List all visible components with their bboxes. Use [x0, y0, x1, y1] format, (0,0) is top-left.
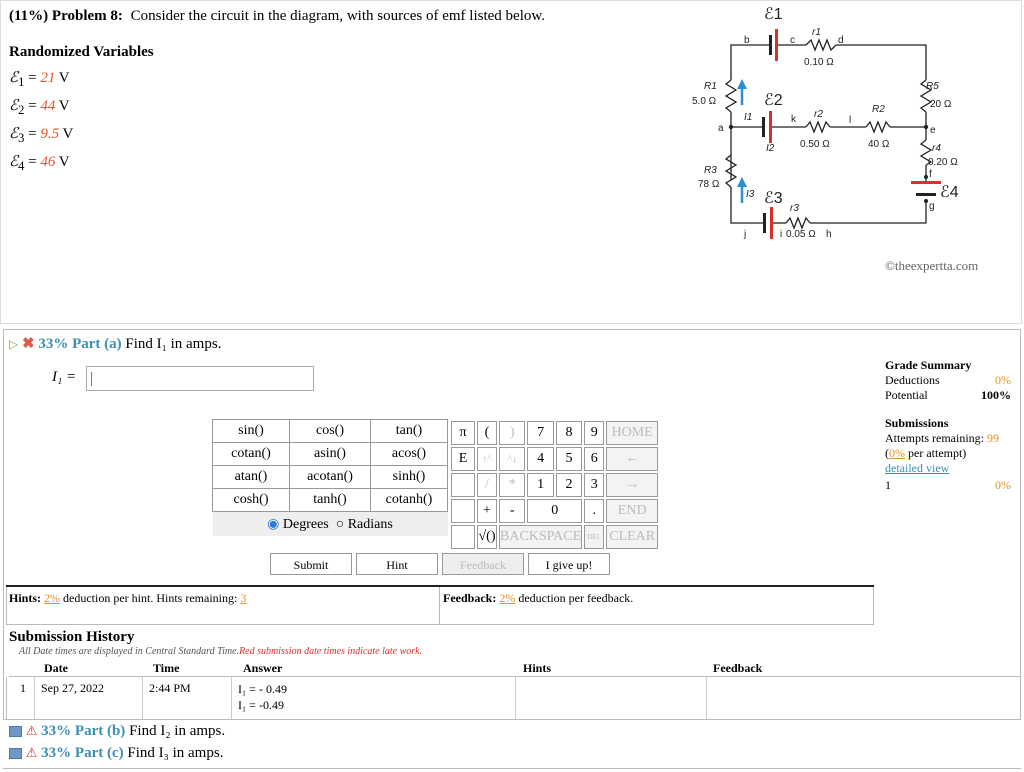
answer-line-2: I₁ = -0.49: [238, 698, 284, 712]
collapsed-icon[interactable]: [9, 726, 22, 737]
node-l: l: [849, 115, 852, 126]
part-c-question: Find I₃ in amps.: [127, 745, 224, 761]
func-key-cotan[interactable]: cotan(): [213, 443, 290, 466]
deductions-value: 0%: [995, 373, 1011, 387]
history-header-date: Date: [44, 661, 68, 675]
key-0[interactable]: 0: [527, 499, 582, 523]
feedback-button[interactable]: Feedback: [442, 553, 524, 575]
lparen-key[interactable]: (: [477, 421, 497, 445]
part-a-header[interactable]: [9, 334, 221, 353]
radians-label: Radians: [347, 516, 393, 532]
variable-emf3: ℰ$_3$ = 9.5 V: [9, 126, 74, 145]
minus-key[interactable]: -: [499, 499, 525, 523]
degrees-label: Degrees: [282, 516, 329, 532]
I2-label: I2: [766, 143, 775, 154]
key-2[interactable]: 2: [556, 473, 582, 497]
history-header-feedback: Feedback: [713, 661, 763, 675]
problem-text: Consider the circuit in the diagram, with sources of emf listed below.: [130, 8, 545, 24]
feedback-info: [443, 591, 633, 606]
problem-percent: (11%): [9, 8, 49, 24]
col-sep-2: [142, 677, 143, 719]
hints-info: [9, 591, 246, 606]
part-c-header[interactable]: [9, 745, 223, 762]
home-key[interactable]: HOME: [606, 421, 658, 445]
e-key[interactable]: E: [451, 447, 475, 471]
col-sep-1: [34, 677, 35, 719]
problem-header: [9, 8, 545, 25]
r4-value: 0.20 Ω: [928, 157, 958, 168]
part-b-percent: 33% Part (b): [41, 723, 126, 739]
per-attempt-text: per attempt): [905, 446, 967, 460]
blank-key-2: [451, 499, 475, 523]
r1-value: 0.10 Ω: [804, 57, 834, 68]
func-key-cos[interactable]: cos(): [290, 420, 371, 443]
emf1-label: ℰ1: [764, 6, 783, 23]
history-title: Submission History: [9, 629, 135, 645]
node-b: b: [744, 35, 750, 46]
R5-label: R5: [926, 81, 939, 92]
R1-label: R1: [704, 81, 717, 92]
node-i: i: [780, 229, 783, 240]
node-k: k: [791, 114, 796, 125]
variable-emf1: ℰ$_1$ = 21 V: [9, 70, 70, 89]
variable-emf2: ℰ$_2$ = 44 V: [9, 98, 70, 117]
potential-value: 100%: [981, 388, 1011, 402]
node-d: d: [838, 35, 844, 46]
blank-key: [451, 473, 475, 497]
col-sep-4: [515, 677, 516, 719]
col-sep-3: [231, 677, 232, 719]
bottom-rule: [3, 768, 1021, 769]
node-f: f: [929, 169, 932, 180]
R2-label: R2: [872, 104, 885, 115]
key-8[interactable]: 8: [556, 421, 582, 445]
rparen-key[interactable]: ): [499, 421, 525, 445]
R5-value: 20 Ω: [930, 99, 952, 110]
func-key-acos[interactable]: acos(): [371, 443, 448, 466]
radians-radio[interactable]: ○: [335, 516, 345, 532]
key-4[interactable]: 4: [527, 447, 553, 471]
func-key-sin[interactable]: sin(): [213, 420, 290, 443]
potential-label: Potential: [885, 388, 928, 402]
part-b-header[interactable]: [9, 723, 225, 740]
part-a-question: Find I₁ in amps.: [125, 336, 222, 352]
right-arrow-key[interactable]: →: [606, 473, 658, 497]
submission-deduction: 0%: [995, 478, 1011, 492]
submissions-title: Submissions: [885, 416, 949, 430]
circuit-diagram: [686, 5, 959, 247]
feedback-label: Feedback:: [443, 591, 497, 605]
backspace-key[interactable]: BACKSPACE: [499, 525, 582, 549]
func-key-cotanh[interactable]: cotanh(): [371, 489, 448, 512]
node-c: c: [790, 35, 795, 46]
attempts-value: 99: [986, 431, 999, 445]
history-note-text: All Date times are displayed in Central Standard Time.: [19, 646, 240, 657]
node-a: a: [718, 123, 724, 134]
I1-label: I1: [744, 112, 753, 123]
text-cursor: [91, 372, 92, 386]
submit-button[interactable]: Submit: [270, 553, 352, 575]
func-key-sinh[interactable]: sinh(): [371, 466, 448, 489]
multiply-key[interactable]: *: [499, 473, 525, 497]
end-key[interactable]: END: [606, 499, 658, 523]
part-a-percent: 33% Part (a): [38, 336, 122, 352]
R2-value: 40 Ω: [868, 139, 890, 150]
func-key-tan[interactable]: tan(): [371, 420, 448, 443]
answer-line-1: I₁ = - 0.49: [238, 682, 287, 696]
node-j: j: [744, 229, 747, 240]
key-6[interactable]: 6: [584, 447, 604, 471]
submission-number: 1: [885, 478, 891, 492]
warning-icon: ⚠: [25, 723, 38, 738]
clear-key[interactable]: CLEAR: [606, 525, 658, 549]
emf2-label: ℰ2: [764, 92, 783, 109]
angle-mode: [213, 512, 448, 537]
hints-text: deduction per hint. Hints remaining:: [60, 591, 241, 605]
r3-label: r3: [790, 203, 799, 214]
hints-pct: 2%: [44, 591, 61, 605]
emf4-label: ℰ4: [940, 184, 959, 201]
feedback-pct: 2%: [499, 591, 516, 605]
history-note: [19, 646, 422, 657]
superscript-down-key[interactable]: ^↓: [499, 447, 525, 471]
grade-summary: Grade Summary Deductions 0% Potential 100% Submissions Attempts remaining: 99 (0% per attempt) detailed view 1 0%: [885, 358, 1011, 492]
feedback-text: deduction per feedback.: [515, 591, 634, 605]
degrees-radio[interactable]: ◉: [267, 516, 280, 532]
r3-value: 0.05 Ω: [786, 229, 816, 240]
func-key-tanh[interactable]: tanh(): [290, 489, 371, 512]
expand-icon[interactable]: ▷: [9, 337, 19, 351]
pi-key[interactable]: π: [451, 421, 475, 445]
hints-remaining: 3: [240, 591, 247, 605]
R1-value: 5.0 Ω: [692, 96, 717, 107]
collapsed-icon-c[interactable]: [9, 748, 22, 759]
history-header-answer: Answer: [243, 661, 283, 675]
detailed-view-link[interactable]: detailed view: [885, 461, 950, 475]
hints-label: Hints:: [9, 591, 42, 605]
node-e: e: [930, 125, 936, 136]
emf3-label: ℰ3: [764, 190, 783, 207]
r1-label: r1: [812, 27, 821, 38]
history-header-time: Time: [153, 661, 180, 675]
key-7[interactable]: 7: [527, 421, 553, 445]
history-row-time: 2:44 PM: [149, 681, 191, 695]
r2-value: 0.50 Ω: [800, 139, 830, 150]
copyright: ©theexpertta.com: [885, 258, 979, 273]
history-row-answer: [238, 681, 287, 713]
answer-label: I₁ =: [52, 369, 77, 385]
left-arrow-key[interactable]: ←: [606, 447, 658, 471]
part-c-percent: 33% Part (c): [41, 745, 124, 761]
hint-button[interactable]: Hint: [356, 553, 438, 575]
key-1[interactable]: 1: [527, 473, 553, 497]
hints-feedback-sep: [439, 587, 440, 625]
col-sep-5: [706, 677, 707, 719]
give-up-button[interactable]: I give up!: [528, 553, 610, 575]
part-b-question: Find I₂ in amps.: [129, 723, 226, 739]
node-g: g: [929, 201, 935, 212]
r4-label: r4: [932, 143, 941, 154]
variables-list: [9, 66, 73, 178]
history-row-num: 1: [20, 681, 26, 695]
del-key[interactable]: DEL: [584, 525, 604, 549]
sqrt-key[interactable]: √(): [477, 525, 497, 549]
dot-key[interactable]: .: [584, 499, 604, 523]
grade-title: Grade Summary: [885, 358, 972, 372]
key-3[interactable]: 3: [584, 473, 604, 497]
R3-value: 78 Ω: [698, 179, 720, 190]
history-header-hints: Hints: [523, 661, 552, 675]
history-note-late: Red submission date times indicate late work.: [239, 646, 423, 657]
superscript-up-key[interactable]: ↑^: [477, 447, 497, 471]
func-key-acotan[interactable]: acotan(): [290, 466, 371, 489]
key-9[interactable]: 9: [584, 421, 604, 445]
answer-input[interactable]: [86, 366, 314, 391]
per-attempt-pct: 0%: [889, 446, 905, 460]
problem-label: Problem 8:: [51, 8, 123, 24]
number-keypad: [449, 419, 660, 551]
r2-label: r2: [814, 109, 823, 120]
func-key-cosh[interactable]: cosh(): [213, 489, 290, 512]
variables-heading: Randomized Variables: [9, 44, 154, 60]
plus-key[interactable]: +: [477, 499, 497, 523]
attempts-label: Attempts remaining:: [885, 431, 987, 445]
key-5[interactable]: 5: [556, 447, 582, 471]
status-x-icon: ✖: [21, 336, 35, 352]
R3-label: R3: [704, 165, 717, 176]
divide-key[interactable]: /: [477, 473, 497, 497]
blank-key-3: [451, 525, 475, 549]
warning-icon-c: ⚠: [25, 745, 38, 760]
function-keypad: [212, 419, 448, 536]
node-h: h: [826, 229, 832, 240]
variable-emf4: ℰ$_4$ = 46 V: [9, 154, 70, 173]
I3-label: I3: [746, 189, 755, 200]
history-row-date: Sep 27, 2022: [41, 681, 104, 695]
func-key-asin[interactable]: asin(): [290, 443, 371, 466]
func-key-atan[interactable]: atan(): [213, 466, 290, 489]
deductions-label: Deductions: [885, 373, 940, 387]
